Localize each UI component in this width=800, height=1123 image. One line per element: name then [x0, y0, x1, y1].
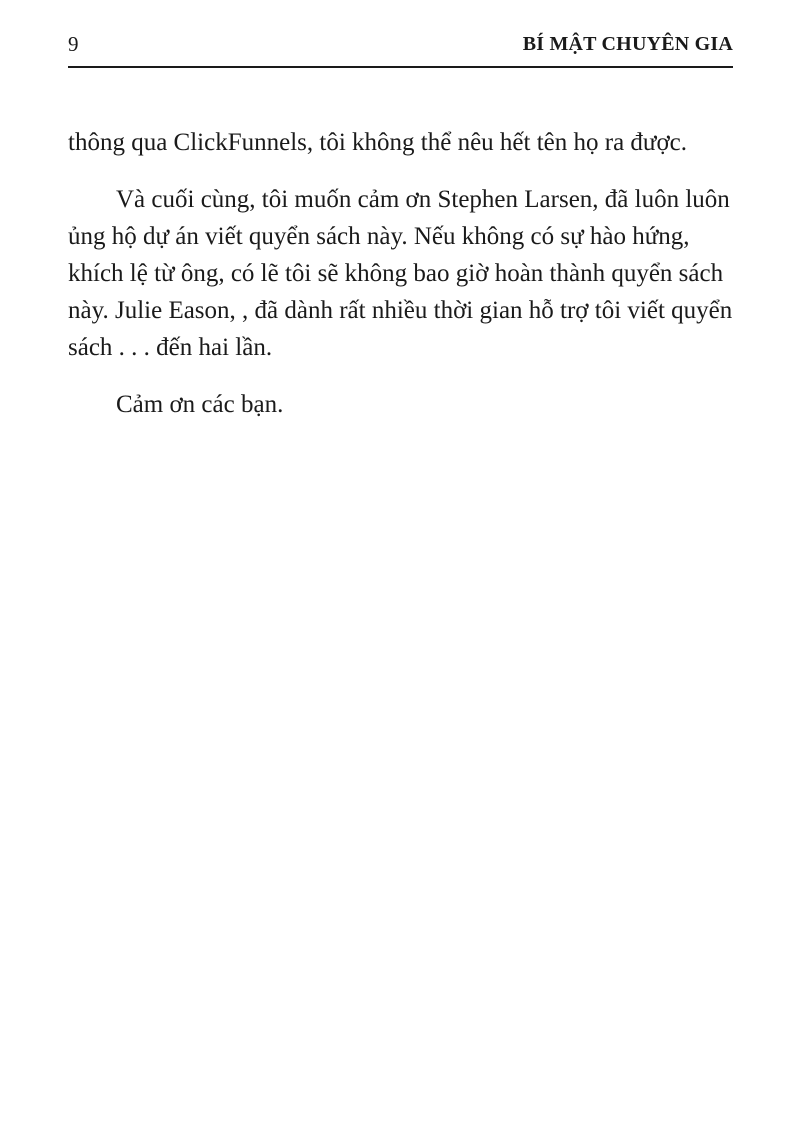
- paragraph-acknowledgement: Và cuối cùng, tôi muốn cảm ơn Stephen Larsen, đã luôn luôn ủng hộ dự án viết quyển sách này. Nếu không có sự hào hứng, khích lệ từ ông, có lẽ tôi sẽ không bao giờ hoàn thành quyển sách này. Julie Eason, , đã dành rất nhiều thời gian hỗ trợ tôi viết quyển sách . . . đến hai lần.: [68, 186, 733, 361]
- page-header: [68, 28, 733, 68]
- body-text: [68, 124, 740, 443]
- page-number: 9: [68, 32, 79, 56]
- paragraph-continued: thông qua ClickFunnels, tôi không thể nêu hết tên họ ra được.: [68, 129, 688, 156]
- running-title: BÍ MẬT CHUYÊN GIA: [522, 33, 733, 55]
- paragraph-closing: Cảm ơn các bạn.: [116, 391, 284, 418]
